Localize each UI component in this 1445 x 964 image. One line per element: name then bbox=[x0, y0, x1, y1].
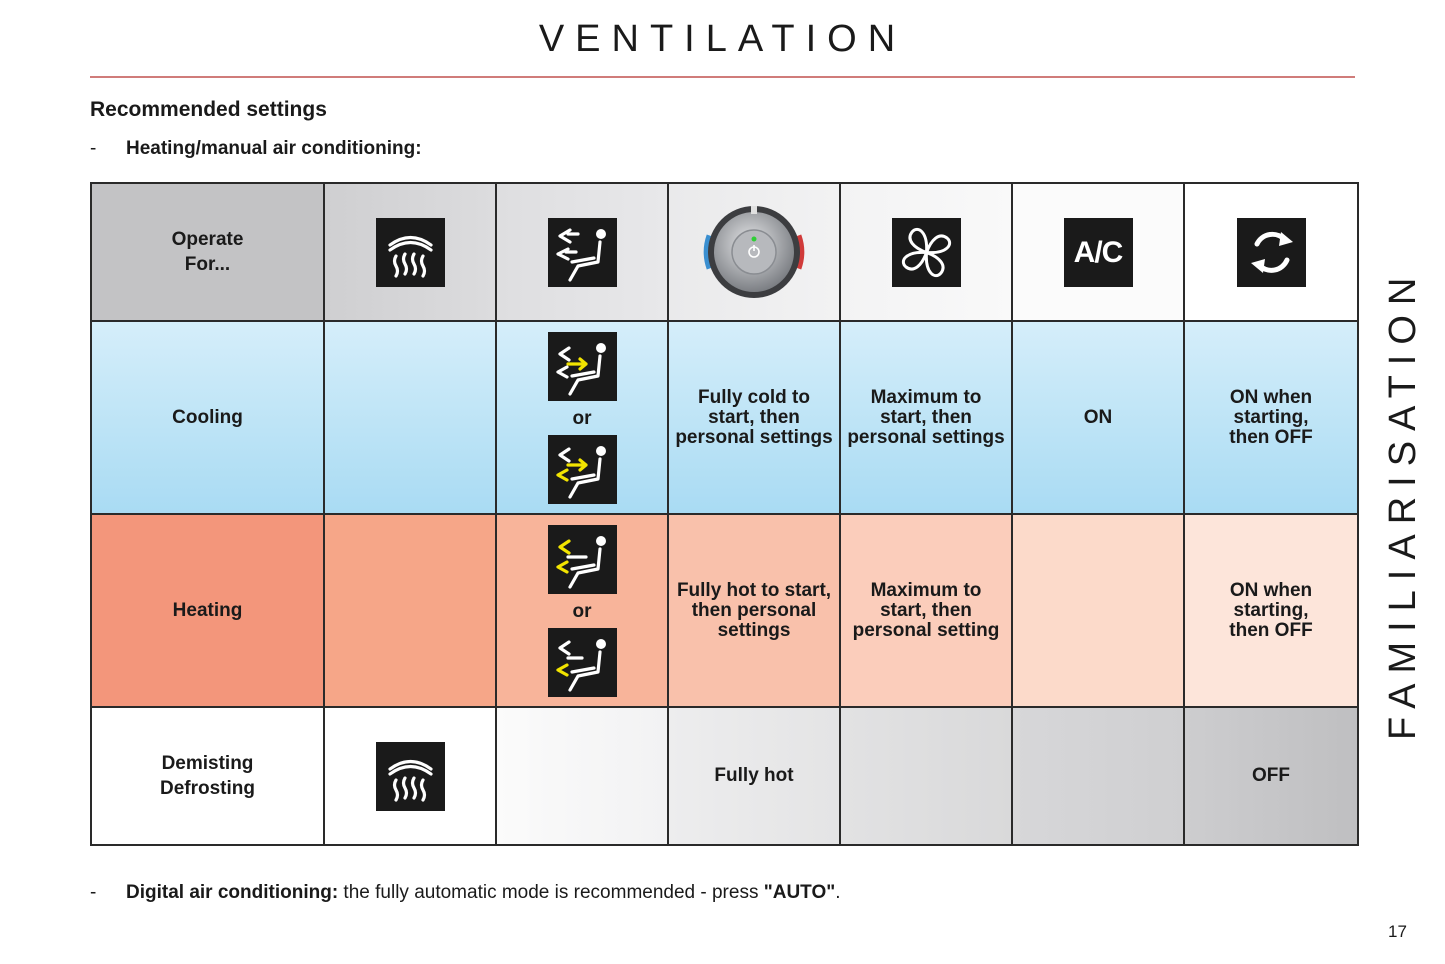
page-number: 17 bbox=[1388, 922, 1407, 941]
heating-fan-cell: Maximum to start, then personal setting bbox=[840, 514, 1012, 707]
table-row-heating bbox=[91, 514, 1358, 707]
heating-demist-cell bbox=[324, 514, 496, 707]
row-label-demisting: Demisting Defrosting bbox=[91, 707, 324, 845]
demisting-recirculation-cell: OFF bbox=[1184, 707, 1358, 845]
cooling-fan-cell: Maximum to start, then personal settings bbox=[840, 321, 1012, 514]
cooling-temperature-cell: Fully cold to start, then personal settings bbox=[668, 321, 840, 514]
bullet-dash: - bbox=[90, 882, 97, 903]
demisting-demist-cell bbox=[324, 707, 496, 845]
footer-auto-label: "AUTO" bbox=[763, 882, 836, 903]
recommended-settings-table bbox=[90, 182, 1359, 846]
cooling-recirculation-cell: ON when starting, then OFF bbox=[1184, 321, 1358, 514]
air-distribution-lower-yellow-icon bbox=[548, 435, 617, 504]
header-ac bbox=[1012, 183, 1184, 321]
table-row-cooling bbox=[91, 321, 1358, 514]
row-label-heating: Heating bbox=[91, 514, 324, 707]
demisting-fan-cell bbox=[840, 707, 1012, 845]
air-recirculation-icon bbox=[1237, 218, 1306, 287]
demisting-ac-cell bbox=[1012, 707, 1184, 845]
heating-temperature-cell: Fully hot to start, then personal settings bbox=[668, 514, 840, 707]
heating-recirculation-cell: ON when starting, then OFF bbox=[1184, 514, 1358, 707]
footer-bold-lead: Digital air conditioning: bbox=[126, 882, 339, 903]
header-temperature bbox=[668, 183, 840, 321]
or-separator: or bbox=[572, 407, 592, 429]
air-distribution-upper-yellow-icon bbox=[548, 525, 617, 594]
fan-speed-icon bbox=[892, 218, 961, 287]
heating-distribution-cell bbox=[496, 514, 668, 707]
air-distribution-icon bbox=[548, 218, 617, 287]
or-separator: or bbox=[572, 600, 592, 622]
demisting-distribution-cell bbox=[496, 707, 668, 845]
cooling-demist-cell bbox=[324, 321, 496, 514]
table-header-row bbox=[91, 183, 1358, 321]
section-heading: Recommended settings bbox=[90, 98, 327, 121]
cooling-distribution-cell bbox=[496, 321, 668, 514]
title-divider bbox=[90, 76, 1355, 78]
side-section-label: FAMILIARISATION bbox=[1382, 267, 1424, 740]
subheading bbox=[90, 138, 422, 160]
rear-demist-icon bbox=[376, 742, 445, 811]
temperature-knob-icon bbox=[699, 204, 809, 300]
cooling-ac-cell: ON bbox=[1012, 321, 1184, 514]
header-fan bbox=[840, 183, 1012, 321]
row-label-cooling: Cooling bbox=[91, 321, 324, 514]
bullet-dash: - bbox=[90, 138, 97, 159]
footer-text: the fully automatic mode is recommended - press bbox=[338, 882, 764, 903]
rear-demist-icon bbox=[376, 218, 445, 287]
subheading-label: Heating/manual air conditioning: bbox=[126, 138, 422, 159]
heating-ac-cell bbox=[1012, 514, 1184, 707]
table-row-demisting bbox=[91, 707, 1358, 845]
footer-note bbox=[90, 882, 841, 904]
demisting-temperature-cell: Fully hot bbox=[668, 707, 840, 845]
ac-icon: A/C bbox=[1064, 218, 1133, 287]
page-title: VENTILATION bbox=[538, 18, 907, 60]
header-operate-for: Operate For... bbox=[91, 183, 324, 321]
footer-end: . bbox=[835, 882, 841, 903]
air-distribution-feet-yellow-icon bbox=[548, 628, 617, 697]
air-distribution-upper-yellow-icon bbox=[548, 332, 617, 401]
header-air-distribution bbox=[496, 183, 668, 321]
header-recirculation bbox=[1184, 183, 1358, 321]
header-demist bbox=[324, 183, 496, 321]
